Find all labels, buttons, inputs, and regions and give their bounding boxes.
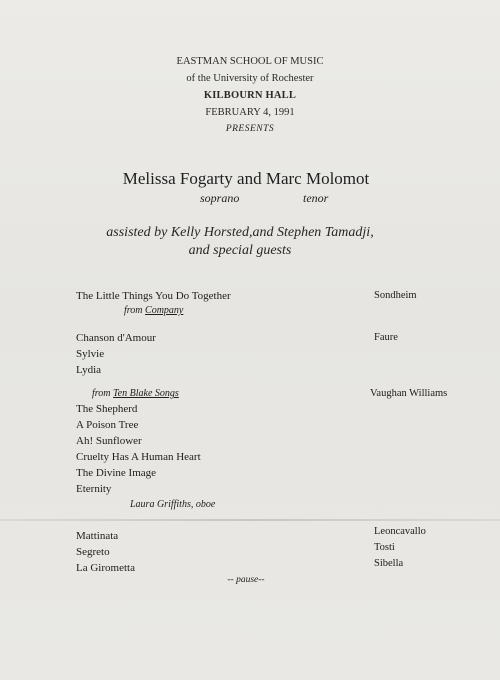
- song-title: Mattinata: [76, 530, 119, 542]
- composer-name: Tosti: [374, 542, 395, 553]
- special-guests-line: and special guests: [188, 243, 292, 258]
- song-source: [92, 388, 179, 399]
- song-title: Ah! Sunflower: [76, 435, 142, 447]
- university-name: of the University of Rochester: [186, 73, 314, 84]
- song-source: [124, 305, 183, 316]
- composer-name: Vaughan Williams: [370, 388, 448, 399]
- source-title: Company: [145, 305, 184, 316]
- song-title: Cruelty Has A Human Heart: [76, 451, 201, 463]
- song-title: Sylvie: [76, 348, 105, 360]
- song-title: The Little Things You Do Together: [76, 290, 231, 302]
- song-title: A Poison Tree: [76, 419, 139, 431]
- hall-name: KILBOURN HALL: [203, 90, 297, 101]
- composer-name: Sibella: [374, 558, 404, 569]
- song-title: The Shepherd: [76, 403, 138, 415]
- voice-soprano: soprano: [200, 191, 240, 205]
- song-title: The Divine Image: [76, 467, 157, 479]
- song-title: La Girometta: [76, 562, 135, 574]
- source-prefix: from: [92, 388, 111, 399]
- composer-name: Leoncavallo: [374, 526, 426, 537]
- school-name: EASTMAN SCHOOL OF MUSIC: [176, 56, 324, 67]
- pause-text: -- pause--: [227, 575, 265, 585]
- composer-name: Sondheim: [374, 290, 417, 301]
- song-title: Lydia: [76, 364, 102, 376]
- song-title: Chanson d'Amour: [76, 332, 156, 344]
- source-title: Ten Blake Songs: [113, 388, 179, 399]
- composer-name: Faure: [374, 332, 398, 343]
- presents-text: PRESENTS: [225, 124, 275, 134]
- concert-date: FEBRUARY 4, 1991: [205, 107, 295, 118]
- song-title: Segreto: [76, 546, 110, 558]
- song-title: Eternity: [76, 483, 112, 495]
- assisted-by-line: assisted by Kelly Horsted,and Stephen Tamadji,: [106, 225, 374, 240]
- voice-tenor: tenor: [303, 191, 329, 205]
- assisting-musician: Laura Griffiths, oboe: [130, 499, 216, 510]
- source-prefix: from: [124, 305, 143, 316]
- paper-fold: [0, 519, 500, 521]
- performer-names: Melissa Fogarty and Marc Molomot: [122, 169, 370, 188]
